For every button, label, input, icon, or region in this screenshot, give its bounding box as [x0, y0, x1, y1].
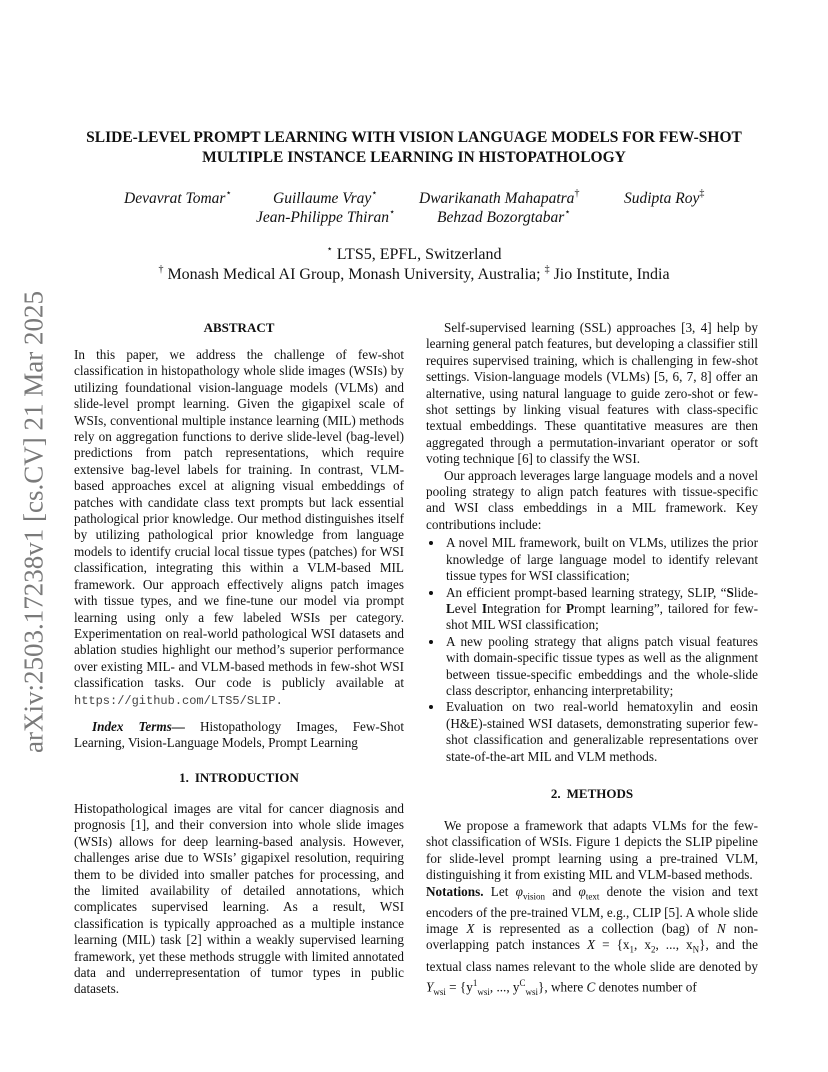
contribution-item: • Evaluation on two real-world hematoxylin and eosin (H&E)-stained WSI datasets, demonstrating superior few-shot classification and generalizable representations over state-of-the-art MIL and VLM methods. [444, 699, 758, 765]
author-1: Devavrat Tomar⋆ [124, 188, 232, 207]
methods-body [426, 818, 758, 1000]
author-5: Jean-Philippe Thiran⋆ [256, 207, 396, 226]
title-line-1: SLIDE-LEVEL PROMPT LEARNING WITH VISION LANGUAGE MODELS FOR FEW-SHOT [86, 129, 742, 146]
code-link[interactable]: https://github.com/LTS5/SLIP. [74, 693, 283, 708]
title-line-2: MULTIPLE INSTANCE LEARNING IN HISTOPATHOLOGY [202, 149, 626, 166]
intro-heading: 1. INTRODUCTION [179, 770, 299, 785]
contribution-item: • A novel MIL framework, built on VLMs, utilizes the prior knowledge of large language model to identify relevant tissue types for WSI classification; [444, 535, 758, 584]
paper-title [60, 128, 768, 168]
affiliation-line-2: † Monash Medical AI Group, Monash University, Australia; ‡ Jio Institute, India [158, 264, 670, 283]
author-4: Sudipta Roy‡ [624, 188, 705, 207]
index-terms: Index Terms— Histopathology Images, Few-Shot Learning, Vision-Language Models, Prompt Learning [74, 718, 404, 751]
approach-paragraph: Our approach leverages large language models and a novel pooling strategy to align patch features with tissue-specific and WSI class embeddings in a MIL framework. Key contributions include: [426, 467, 758, 532]
abstract-heading: ABSTRACT [203, 320, 275, 335]
contribution-item: • A new pooling strategy that aligns patch visual features with domain-specific tissue types as well as the alignment between tissue-specific embeddings and the whole-slide class descriptor, enhancing interpretability; [444, 634, 758, 700]
arxiv-sidebar [12, 284, 56, 760]
author-2: Guillaume Vray⋆ [273, 188, 378, 207]
author-6: Behzad Bozorgtabar⋆ [437, 207, 571, 226]
contributions-list [426, 535, 758, 765]
contribution-item: • An efficient prompt-based learning strategy, SLIP, “Slide-Level Integration for Prompt learning”, tailored for few-shot MIL WSI classification; [444, 585, 758, 634]
ssl-paragraph: Self-supervised learning (SSL) approaches [3, 4] help by learning general patch features, but developing a classifier still requires supervised training, which is challenging in few-shot settings. Vision-language models (VLMs) [5, 6, 7, 8] offer an alternative, using natural language to guide zero-shot or few-shot settings by linking visual features with class-specific textual embeddings. These quantitative measures are then aggregated through a permutation-invariant operator or soft voting technique [6] to classify the WSI. [426, 320, 758, 467]
right-column-body [426, 320, 758, 765]
affiliation-line-1: ⋆ LTS5, EPFL, Switzerland [326, 244, 502, 263]
notations-paragraph: Notations. Let $\varphi_{vision}$ and $\varphi_{text}$ denote the vision and text encoders of the pre-trained VLM, e.g., CLIP [5]. A whole slide image X is represented as a collection (bag) of N non-overlapping patch instances $X = \{x_1$, $x_2$, ..., $x_N$}, and the textual class names relevant to the whole slide are denoted by $Y_{wsi} = \{y^1_{wsi}$, ..., $y^C_{wsi}$}, where C denotes number of [426, 883, 759, 997]
intro-text: Histopathological images are vital for cancer diagnosis and prognosis [1], and their conversion into whole slide images (WSIs) allows for deep learning-based analysis. However, challenges arise due to WSIs’ gigapixel resolution, requiring them to be divided into smaller patches for processing, and the limited availability of detailed annotations, which complicates supervised learning. As a result, WSI classification is typically approached as a multiple instance learning (MIL) task [2] within a weakly supervised learning framework, yet these methods struggle with limited annotated data and underrepresentation of tumor types in public datasets. [74, 801, 404, 997]
methods-heading: 2. METHODS [550, 786, 634, 801]
arxiv-identifier: arXiv:2503.17238v1 [cs.CV] 21 Mar 2025 [18, 291, 49, 753]
abstract-text: In this paper, we address the challenge of few-shot classification in histopathology whole slide images (WSIs) by utilizing foundational vision-language models (VLMs) and slide-level prompt learning. Given the gigapixel scale of WSIs, conventional multiple instance learning (MIL) methods rely on aggregation functions to derive slide-level (bag-level) predictions from patch representations, which require extensive bag-level labels for training. In contrast, VLM-based approaches excel at aligning visual embeddings of patches with candidate class text prompts but lack essential pathological prior knowledge. Our method distinguishes itself by utilizing pathological prior knowledge from language models to identify crucial local tissue types (patches) for WSI classification, integrating this within a VLM-based MIL framework. Our approach effectively aligns patch images with tissue types, and we fine-tune our model via prompt learning using only a few labeled WSIs per category. Experimentation on real-world pathological WSI datasets and ablation studies highlight our method’s superior performance over existing MIL- and VLM-based methods in few-shot WSI classification tasks. Our code is publicly available at https://github.com/LTS5/SLIP. [74, 347, 404, 708]
intro-body [74, 801, 404, 998]
methods-intro: We propose a framework that adapts VLMs for the few-shot classification of WSIs. Figure 1 depicts the SLIP pipeline for slide-level prompt learning using a pre-trained VLM, distinguishing it from existing MIL and VLM-based methods. [426, 818, 758, 883]
author-3: Dwarikanath Mahapatra† [419, 188, 580, 207]
abstract-body [74, 347, 404, 752]
